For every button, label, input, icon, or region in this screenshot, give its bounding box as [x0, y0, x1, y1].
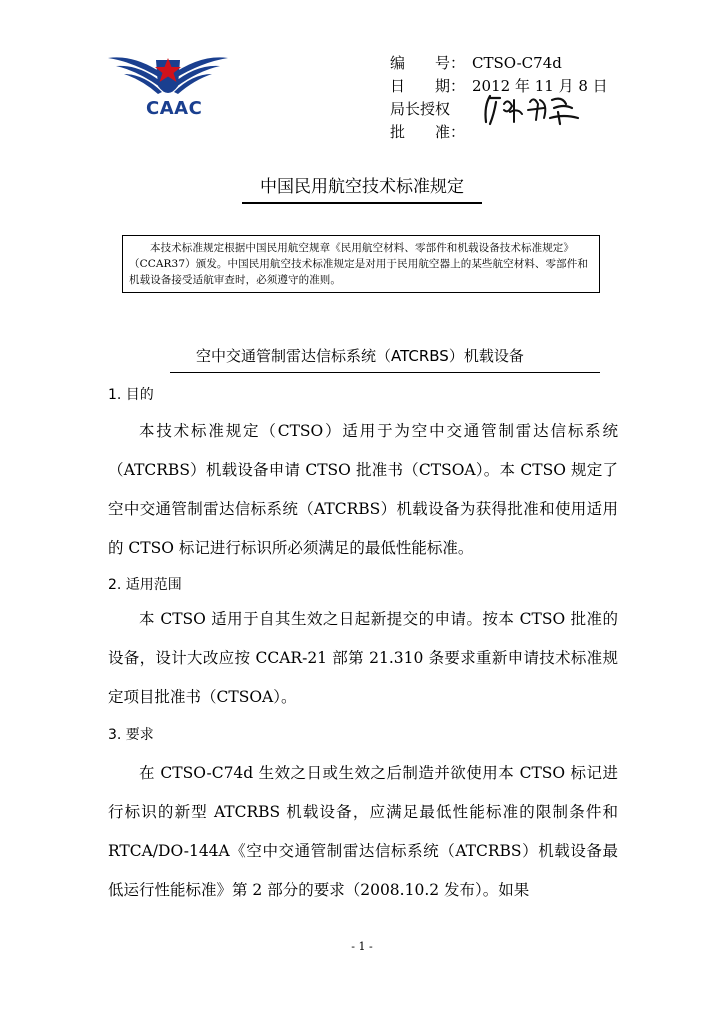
- meta-value: 2012 年 11 月 8 日: [472, 77, 608, 95]
- document-subtitle: 空中交通管制雷达信标系统（ATCRBS）机载设备: [196, 347, 524, 365]
- logo-text: CAAC: [146, 98, 203, 119]
- meta-label: 局长授权: [390, 100, 451, 118]
- paragraph: 本 CTSO 适用于自其生效之日起新提交的申请。按本 CTSO 批准的设备，设计大改应按 CCAR-21 部第 21.310 条要求重新申请技术标准规定项目批准书（CTSOA）。: [108, 610, 618, 706]
- handwritten-signature: [478, 92, 598, 128]
- page-title: 中国民用航空技术标准规定: [260, 177, 464, 197]
- section-body-requirements: [108, 754, 618, 910]
- meta-label: 批 准：: [390, 123, 466, 141]
- meta-label: 编 号：: [390, 54, 466, 72]
- wings-star-icon: [106, 46, 230, 106]
- meta-value: CTSO-C74d: [472, 54, 562, 72]
- section-heading-purpose: 1. 目的: [108, 387, 154, 403]
- title-underline: [242, 202, 482, 204]
- paragraph: 本技术标准规定（CTSO）适用于为空中交通管制雷达信标系统（ATCRBS）机载设备申请 CTSO 批准书（CTSOA）。本 CTSO 规定了空中交通管制雷达信标系统（ATCRBS）机载设备为获得批准和使用适用的 CTSO 标记进行标识所必须满足的最低性能标准。: [108, 422, 618, 557]
- section-body-scope: [108, 600, 618, 717]
- section-heading-scope: 2. 适用范围: [108, 577, 182, 593]
- page-number: - 1 -: [351, 940, 373, 953]
- meta-number: [390, 52, 608, 75]
- notice-box: 本技术标准规定根据中国民用航空规章《民用航空材料、零部件和机载设备技术标准规定》（CCAR37）颁发。中国民用航空技术标准规定是对用于民用航空器上的某些航空材料、零部件和机载设备接受适航审查时，必须遵守的准则。: [122, 235, 600, 293]
- section-body-purpose: [108, 412, 618, 568]
- paragraph: 在 CTSO-C74d 生效之日或生效之后制造并欲使用本 CTSO 标记进行标识的新型 ATCRBS 机载设备，应满足最低性能标准的限制条件和 RTCA/DO-144A《空中交通管制雷达信标系统（ATCRBS）机载设备最低运行性能标准》第 2 部分的要求（2008.10.2 发布）。如果: [108, 764, 618, 899]
- meta-label: 日 期：: [390, 77, 466, 95]
- subtitle-underline: [170, 372, 600, 373]
- section-heading-requirements: 3. 要求: [108, 727, 154, 743]
